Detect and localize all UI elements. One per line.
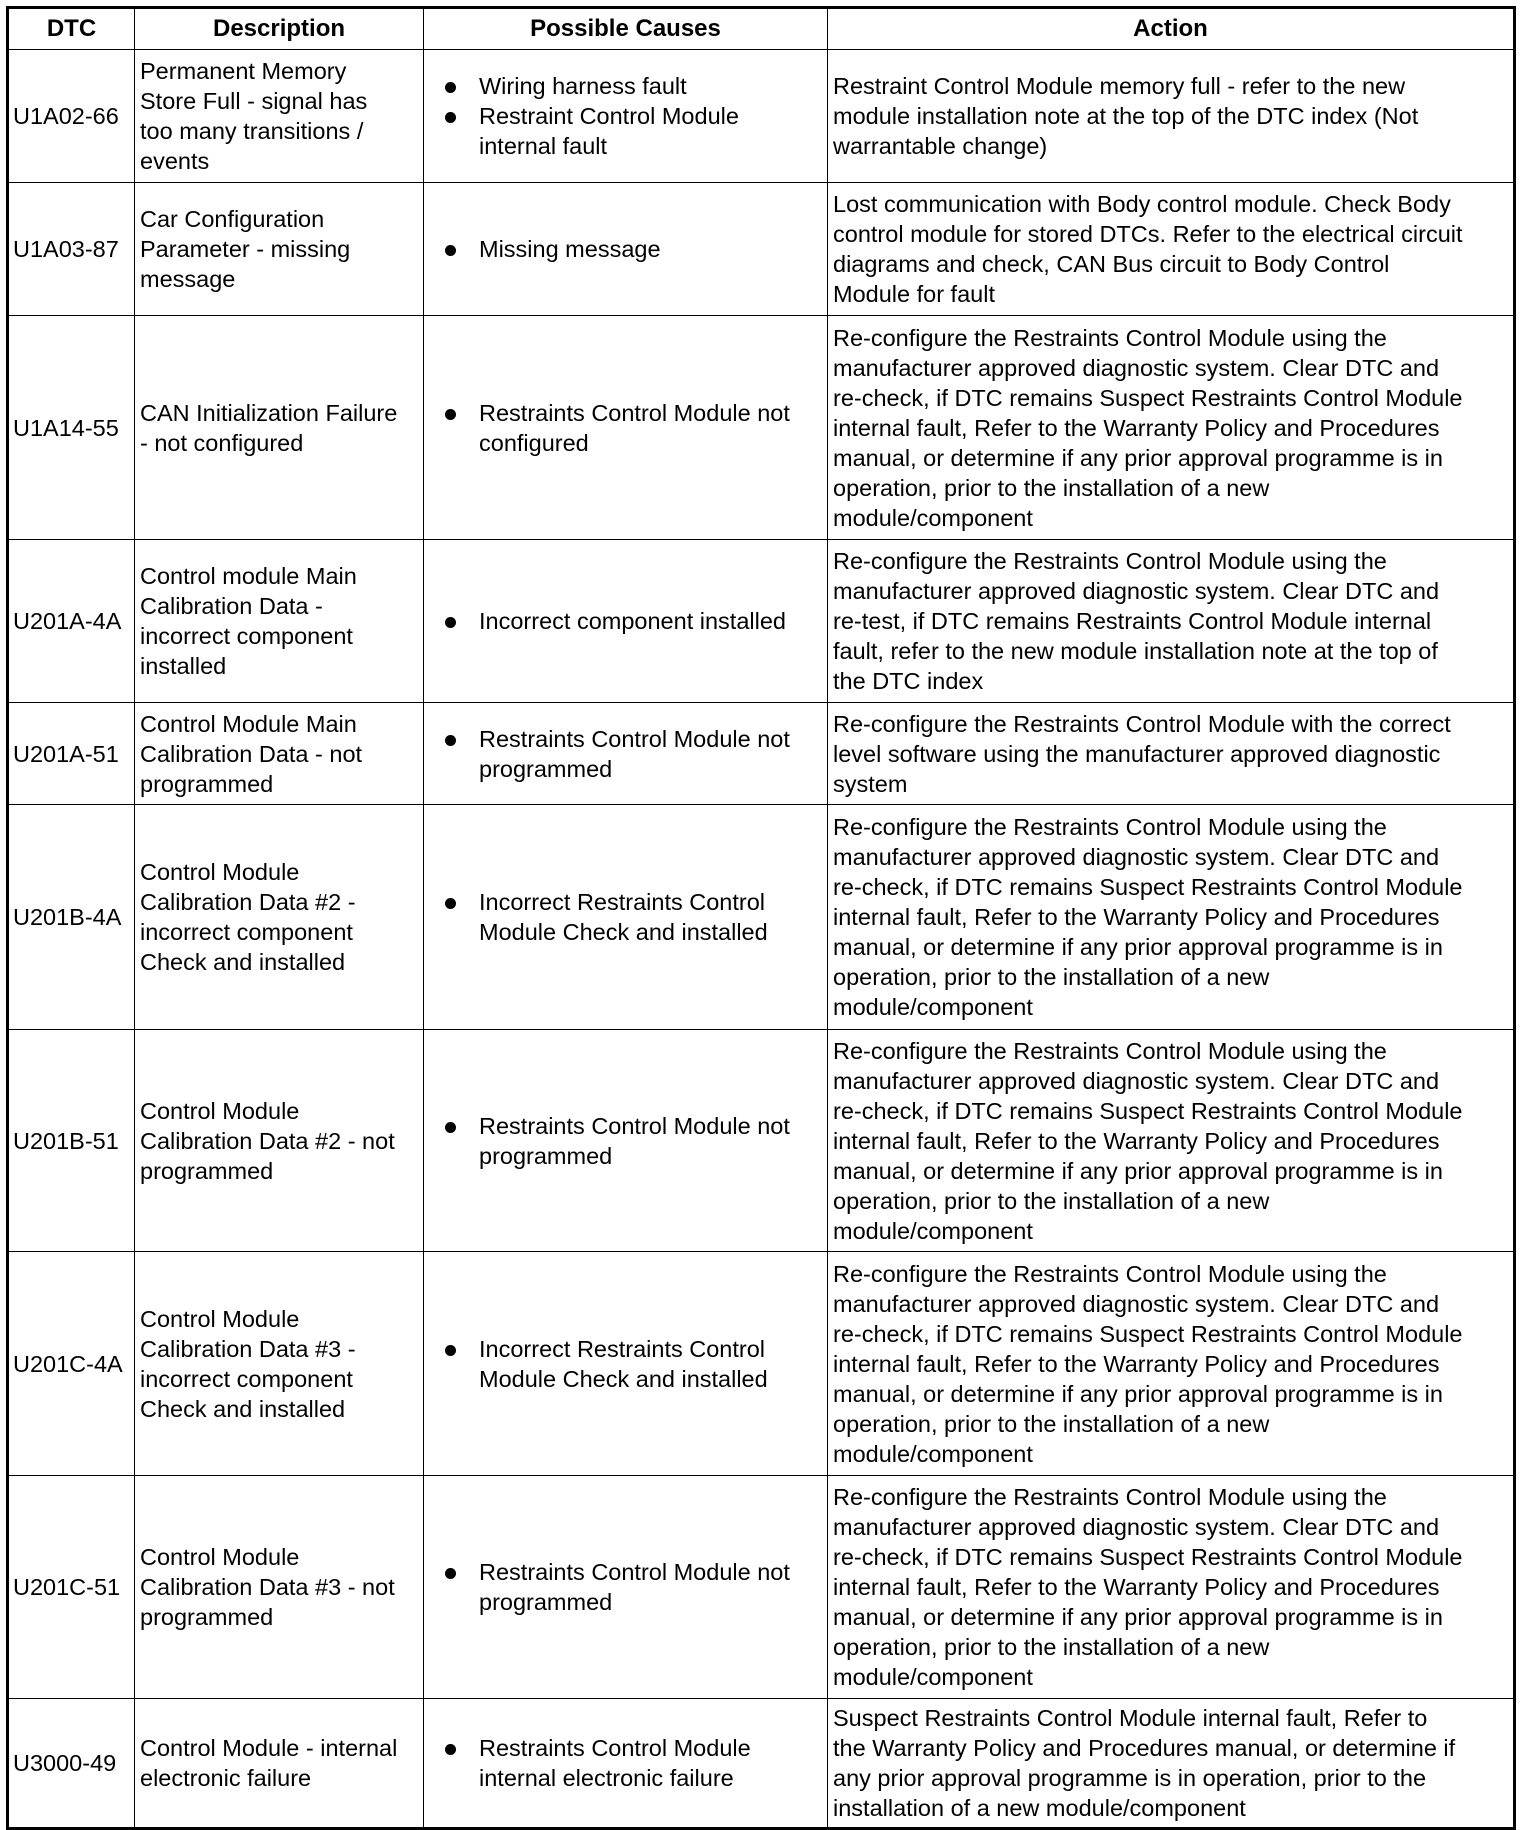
- cause-line: Restraints Control Module: [479, 1735, 751, 1761]
- action-line: Re-configure the Restraints Control Module using the: [833, 1260, 1387, 1287]
- action-line: fault, refer to the new module installation note at the top of: [833, 638, 1438, 664]
- cause-line: Incorrect Restraints Control: [479, 889, 766, 915]
- action-cell: [828, 805, 1515, 1030]
- action-line: manufacturer approved diagnostic system. Clear DTC and: [833, 1067, 1440, 1094]
- cause-item: [479, 606, 822, 636]
- action-line: internal fault, Refer to the Warranty Policy and Procedures: [833, 904, 1440, 930]
- possible-causes-cell: [424, 540, 828, 703]
- action-line: Re-configure the Restraints Control Module with the correct: [833, 710, 1451, 737]
- cause-line: programmed: [479, 1142, 613, 1169]
- action-line: internal fault, Refer to the Warranty Policy and Procedures: [833, 1350, 1440, 1377]
- action-line: Suspect Restraints Control Module internal fault, Refer to: [833, 1705, 1428, 1731]
- header-action: Action: [828, 8, 1515, 50]
- cause-line: Missing message: [479, 236, 661, 262]
- cause-item: [479, 1111, 822, 1171]
- description-line: Permanent Memory: [140, 58, 347, 84]
- table-row: [8, 1252, 1515, 1476]
- cause-line: Incorrect component installed: [479, 608, 786, 634]
- description-cell: [135, 805, 424, 1030]
- description-cell: [135, 316, 424, 540]
- cause-line: Restraint Control Module: [479, 103, 739, 129]
- description-line: Control Module - internal: [140, 1735, 398, 1761]
- action-line: manufacturer approved diagnostic system. Clear DTC and: [833, 578, 1440, 604]
- action-line: Re-configure the Restraints Control Module using the: [833, 324, 1387, 351]
- header-description: Description: [135, 8, 424, 50]
- bullet-icon: [445, 245, 456, 256]
- description-cell: [135, 1476, 424, 1699]
- description-line: Store Full - signal has: [140, 88, 368, 114]
- cause-item: [479, 71, 822, 101]
- action-line: manual, or determine if any prior approval programme is in: [833, 444, 1443, 471]
- description-line: message: [140, 266, 236, 292]
- causes-list: [429, 398, 822, 458]
- action-line: level software using the manufacturer approved diagnostic: [833, 740, 1441, 767]
- description-line: programmed: [140, 1157, 274, 1184]
- action-line: operation, prior to the installation of a new: [833, 964, 1270, 990]
- action-line: module/component: [833, 1440, 1033, 1467]
- cause-line: internal electronic failure: [479, 1765, 734, 1791]
- action-line: operation, prior to the installation of a new: [833, 1187, 1270, 1214]
- cause-item: [479, 724, 822, 784]
- action-line: re-check, if DTC remains Suspect Restraints Control Module: [833, 1320, 1463, 1347]
- description-cell: [135, 1030, 424, 1252]
- bullet-icon: [445, 82, 456, 93]
- description-line: Control Module: [140, 859, 300, 885]
- action-line: internal fault, Refer to the Warranty Policy and Procedures: [833, 1574, 1440, 1600]
- description-line: programmed: [140, 770, 274, 797]
- description-line: Check and installed: [140, 949, 346, 975]
- table-row: [8, 1699, 1515, 1829]
- description-line: too many transitions /: [140, 118, 364, 144]
- action-line: re-check, if DTC remains Suspect Restraints Control Module: [833, 384, 1463, 411]
- possible-causes-cell: [424, 183, 828, 316]
- possible-causes-cell: [424, 805, 828, 1030]
- action-cell: [828, 1030, 1515, 1252]
- dtc-code: U201C-4A: [8, 1252, 135, 1476]
- causes-list: [429, 887, 822, 947]
- action-line: the DTC index: [833, 668, 984, 694]
- action-line: manual, or determine if any prior approval programme is in: [833, 1157, 1443, 1184]
- action-line: installation of a new module/component: [833, 1795, 1246, 1821]
- description-line: Calibration Data #2 -: [140, 889, 356, 915]
- dtc-code: U201A-51: [8, 703, 135, 805]
- possible-causes-cell: [424, 316, 828, 540]
- description-line: Control Module: [140, 1097, 300, 1124]
- action-cell: [828, 540, 1515, 703]
- description-line: electronic failure: [140, 1765, 312, 1791]
- action-line: internal fault, Refer to the Warranty Policy and Procedures: [833, 414, 1440, 441]
- causes-list: [429, 1334, 822, 1394]
- bullet-icon: [445, 617, 456, 628]
- bullet-icon: [445, 1345, 456, 1356]
- action-line: operation, prior to the installation of a new: [833, 1634, 1270, 1660]
- action-line: module/component: [833, 994, 1033, 1020]
- description-line: - not configured: [140, 429, 304, 456]
- action-line: Module for fault: [833, 281, 995, 307]
- description-cell: [135, 183, 424, 316]
- cause-item: [479, 1557, 822, 1617]
- table-row: [8, 540, 1515, 703]
- action-line: re-test, if DTC remains Restraints Control Module internal: [833, 608, 1432, 634]
- cause-item: [479, 887, 822, 947]
- description-line: programmed: [140, 1604, 274, 1630]
- header-dtc: DTC: [8, 8, 135, 50]
- possible-causes-cell: [424, 1476, 828, 1699]
- header-possible-causes: Possible Causes: [424, 8, 828, 50]
- description-line: Control Module: [140, 1544, 300, 1570]
- cause-line: Restraints Control Module not: [479, 399, 790, 426]
- cause-line: Restraints Control Module not: [479, 725, 790, 752]
- cause-line: programmed: [479, 755, 613, 782]
- action-cell: [828, 316, 1515, 540]
- bullet-icon: [445, 409, 456, 420]
- dtc-code: U1A02-66: [8, 50, 135, 183]
- dtc-code: U201B-51: [8, 1030, 135, 1252]
- dtc-code: U201B-4A: [8, 805, 135, 1030]
- action-line: re-check, if DTC remains Suspect Restraints Control Module: [833, 1544, 1463, 1570]
- cause-line: Wiring harness fault: [479, 73, 687, 99]
- action-line: manual, or determine if any prior approval programme is in: [833, 934, 1443, 960]
- action-line: Re-configure the Restraints Control Module using the: [833, 1037, 1387, 1064]
- description-line: Calibration Data #3 - not: [140, 1574, 395, 1600]
- causes-list: [429, 234, 822, 264]
- description-line: Control Module Main: [140, 710, 357, 737]
- description-line: Calibration Data #2 - not: [140, 1127, 395, 1154]
- dtc-table: [6, 6, 1516, 1830]
- description-cell: [135, 1699, 424, 1829]
- action-line: re-check, if DTC remains Suspect Restraints Control Module: [833, 1097, 1463, 1124]
- action-line: manual, or determine if any prior approval programme is in: [833, 1604, 1443, 1630]
- cause-item: [479, 1733, 822, 1793]
- description-line: Calibration Data -: [140, 593, 323, 619]
- action-line: module/component: [833, 1217, 1033, 1244]
- causes-list: [429, 724, 822, 784]
- table-row: [8, 50, 1515, 183]
- description-line: incorrect component: [140, 1365, 353, 1392]
- action-line: control module for stored DTCs. Refer to the electrical circuit: [833, 221, 1463, 247]
- cause-line: Restraints Control Module not: [479, 1112, 790, 1139]
- action-cell: [828, 50, 1515, 183]
- description-line: installed: [140, 653, 227, 679]
- action-line: operation, prior to the installation of a new: [833, 474, 1270, 501]
- description-cell: [135, 50, 424, 183]
- bullet-icon: [445, 1122, 456, 1133]
- description-line: events: [140, 148, 210, 174]
- causes-list: [429, 1557, 822, 1617]
- description-cell: [135, 1252, 424, 1476]
- dtc-code: U3000-49: [8, 1699, 135, 1829]
- action-line: internal fault, Refer to the Warranty Policy and Procedures: [833, 1127, 1440, 1154]
- cause-line: Module Check and installed: [479, 1365, 768, 1392]
- cause-item: [479, 1334, 822, 1394]
- action-line: the Warranty Policy and Procedures manual, or determine if: [833, 1735, 1456, 1761]
- description-line: Car Configuration: [140, 206, 325, 232]
- action-cell: [828, 703, 1515, 805]
- action-line: operation, prior to the installation of a new: [833, 1410, 1270, 1437]
- action-cell: [828, 183, 1515, 316]
- causes-list: [429, 606, 822, 636]
- cause-item: [479, 398, 822, 458]
- action-line: Re-configure the Restraints Control Module using the: [833, 814, 1387, 840]
- possible-causes-cell: [424, 703, 828, 805]
- cause-line: programmed: [479, 1589, 613, 1615]
- cause-line: configured: [479, 429, 589, 456]
- header-row: [8, 8, 1515, 50]
- cause-line: Incorrect Restraints Control: [479, 1335, 766, 1362]
- description-line: Parameter - missing: [140, 236, 351, 262]
- description-line: incorrect component: [140, 919, 353, 945]
- action-line: Lost communication with Body control module. Check Body: [833, 191, 1451, 217]
- action-cell: [828, 1699, 1515, 1829]
- description-line: Check and installed: [140, 1395, 346, 1422]
- action-line: manufacturer approved diagnostic system. Clear DTC and: [833, 844, 1440, 870]
- action-line: any prior approval programme is in operation, prior to the: [833, 1765, 1427, 1791]
- action-line: manual, or determine if any prior approval programme is in: [833, 1380, 1443, 1407]
- action-line: system: [833, 770, 908, 797]
- table-row: [8, 316, 1515, 540]
- description-line: CAN Initialization Failure: [140, 399, 398, 426]
- action-cell: [828, 1476, 1515, 1699]
- possible-causes-cell: [424, 1699, 828, 1829]
- table-row: [8, 1030, 1515, 1252]
- action-line: Re-configure the Restraints Control Module using the: [833, 1484, 1387, 1510]
- action-line: diagrams and check, CAN Bus circuit to Body Control: [833, 251, 1390, 277]
- action-line: manufacturer approved diagnostic system. Clear DTC and: [833, 1290, 1440, 1317]
- action-line: module/component: [833, 504, 1033, 531]
- bullet-icon: [445, 112, 456, 123]
- description-line: Calibration Data - not: [140, 740, 363, 767]
- description-line: Control module Main: [140, 563, 357, 589]
- table-row: [8, 805, 1515, 1030]
- description-line: incorrect component: [140, 623, 353, 649]
- description-cell: [135, 540, 424, 703]
- bullet-icon: [445, 898, 456, 909]
- description-cell: [135, 703, 424, 805]
- action-line: re-check, if DTC remains Suspect Restraints Control Module: [833, 874, 1463, 900]
- description-line: Calibration Data #3 -: [140, 1335, 356, 1362]
- bullet-icon: [445, 1568, 456, 1579]
- causes-list: [429, 1733, 822, 1793]
- cause-line: internal fault: [479, 133, 608, 159]
- bullet-icon: [445, 735, 456, 746]
- action-line: Re-configure the Restraints Control Module using the: [833, 548, 1387, 574]
- description-line: Control Module: [140, 1305, 300, 1332]
- cause-line: Module Check and installed: [479, 919, 768, 945]
- dtc-code: U1A03-87: [8, 183, 135, 316]
- possible-causes-cell: [424, 1030, 828, 1252]
- action-line: manufacturer approved diagnostic system. Clear DTC and: [833, 1514, 1440, 1540]
- possible-causes-cell: [424, 1252, 828, 1476]
- table-row: [8, 1476, 1515, 1699]
- action-cell: [828, 1252, 1515, 1476]
- causes-list: [429, 1111, 822, 1171]
- causes-list: [429, 71, 822, 161]
- dtc-code: U201A-4A: [8, 540, 135, 703]
- action-line: manufacturer approved diagnostic system. Clear DTC and: [833, 354, 1440, 381]
- dtc-code: U1A14-55: [8, 316, 135, 540]
- dtc-code: U201C-51: [8, 1476, 135, 1699]
- action-line: warrantable change): [833, 133, 1048, 159]
- action-line: Restraint Control Module memory full - refer to the new: [833, 73, 1406, 99]
- action-line: module/component: [833, 1664, 1033, 1690]
- table-row: [8, 703, 1515, 805]
- cause-item: [479, 101, 822, 161]
- bullet-icon: [445, 1744, 456, 1755]
- possible-causes-cell: [424, 50, 828, 183]
- action-line: module installation note at the top of the DTC index (Not: [833, 103, 1419, 129]
- table-row: [8, 183, 1515, 316]
- cause-item: [479, 234, 822, 264]
- cause-line: Restraints Control Module not: [479, 1559, 790, 1585]
